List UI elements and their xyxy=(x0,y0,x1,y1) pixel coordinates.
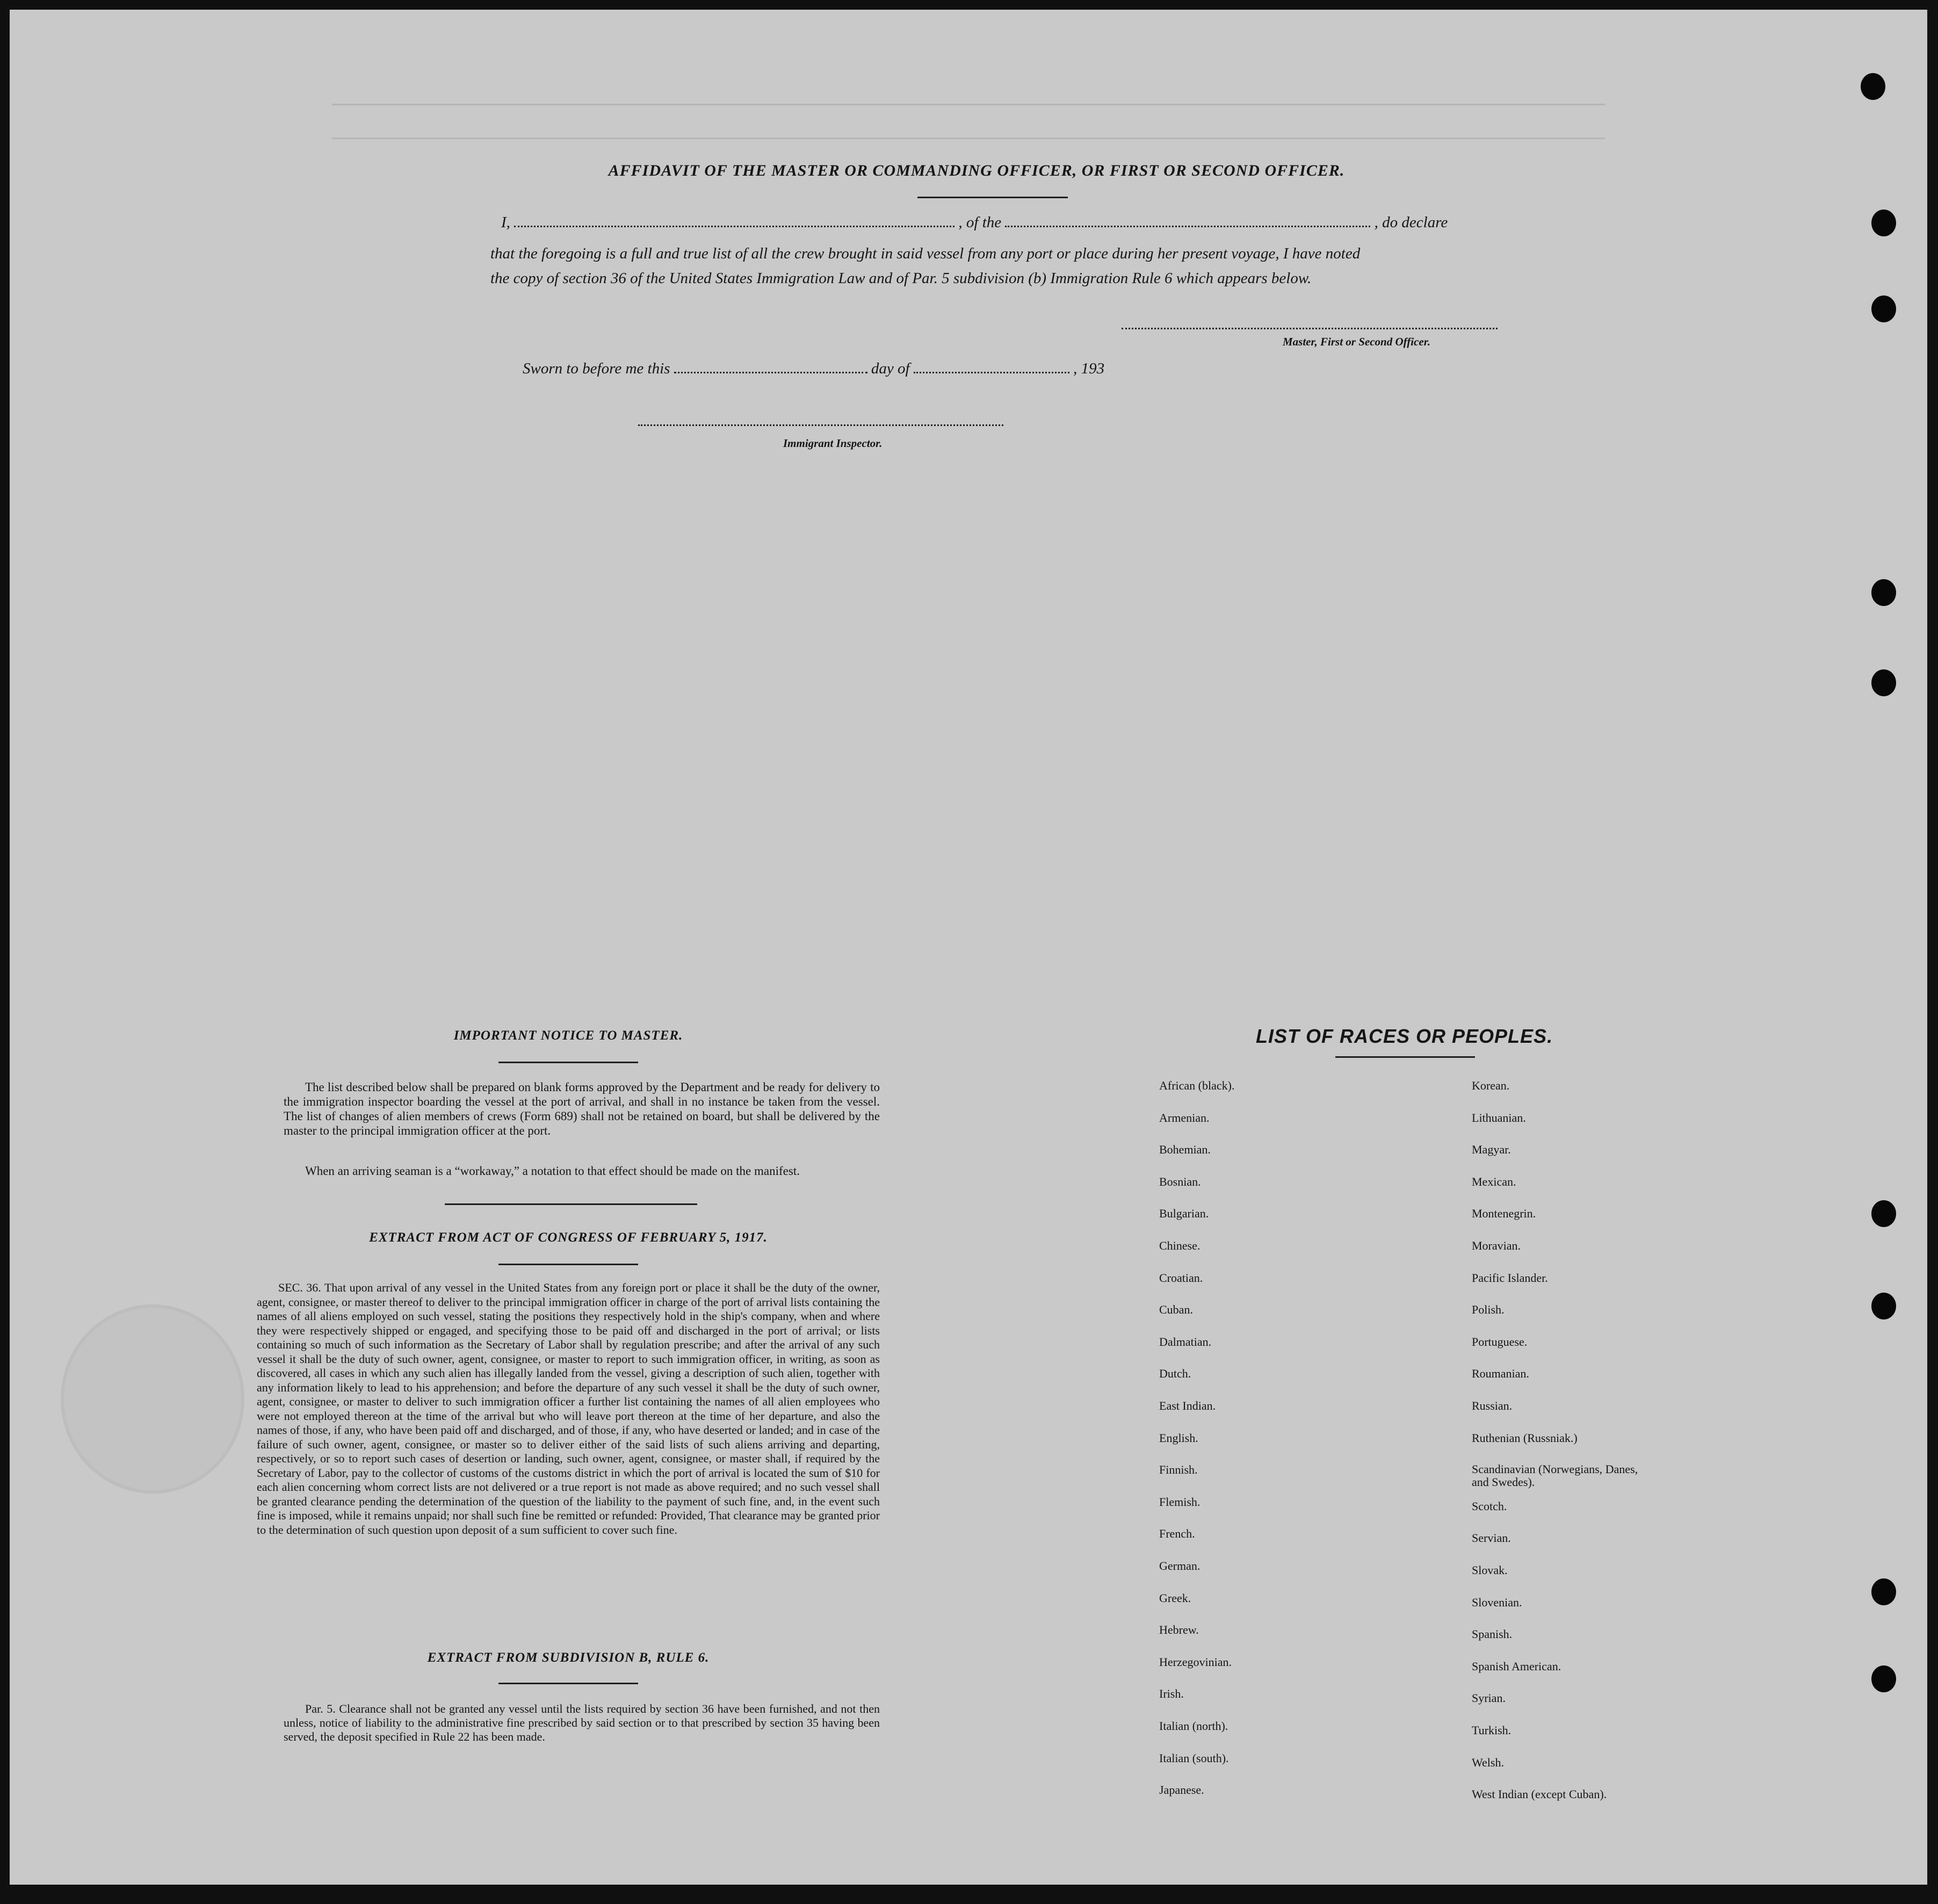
race-entry: Italian (north). xyxy=(1159,1719,1228,1733)
race-entry: French. xyxy=(1159,1527,1195,1541)
race-entry: Dalmatian. xyxy=(1159,1335,1212,1348)
race-entry: Herzegovinian. xyxy=(1159,1655,1232,1669)
inspector-signature-line[interactable] xyxy=(638,414,1003,426)
rule-extract-underline xyxy=(498,1683,638,1684)
race-entry: Spanish American. xyxy=(1472,1659,1561,1673)
race-entry: Finnish. xyxy=(1159,1463,1198,1477)
race-entry: Moravian. xyxy=(1472,1239,1521,1252)
manifest-back-page xyxy=(10,10,1927,1885)
race-entry: Japanese. xyxy=(1159,1783,1204,1797)
race-entry: Croatian. xyxy=(1159,1271,1203,1285)
punch-hole xyxy=(1871,1578,1896,1605)
race-entry: Irish. xyxy=(1159,1687,1184,1701)
race-entry: Korean. xyxy=(1472,1079,1510,1092)
race-entry: Italian (south). xyxy=(1159,1751,1229,1765)
race-entry: Servian. xyxy=(1472,1531,1511,1545)
punch-hole xyxy=(1871,1200,1896,1227)
race-entry: Magyar. xyxy=(1472,1143,1511,1157)
punch-hole xyxy=(1871,669,1896,696)
race-entry: African (black). xyxy=(1159,1079,1235,1092)
race-entry: Spanish. xyxy=(1472,1627,1513,1641)
race-entry: Hebrew. xyxy=(1159,1623,1199,1637)
race-entry: Welsh. xyxy=(1472,1755,1504,1769)
race-entry: Polish. xyxy=(1472,1303,1505,1317)
sworn-month-field[interactable] xyxy=(914,360,1069,373)
race-entry: German. xyxy=(1159,1559,1201,1573)
race-entry: Bosnian. xyxy=(1159,1174,1201,1188)
race-entry: English. xyxy=(1159,1431,1198,1445)
race-entry: Dutch. xyxy=(1159,1367,1191,1381)
races-title: LIST OF RACES OR PEOPLES. xyxy=(1256,1025,1553,1047)
race-entry: Greek. xyxy=(1159,1591,1191,1605)
sworn-prefix: Sworn to before me this xyxy=(523,360,670,377)
race-entry: Turkish. xyxy=(1472,1723,1512,1737)
affidavit-statement-line2: the copy of section 36 of the United States Immigration Law and of Par. 5 subdivision (b) Immigration Rule 6 which appears below. xyxy=(490,270,1312,287)
sworn-day-of: day of xyxy=(871,360,910,377)
rule-extract-text: Par. 5. Clearance shall not be granted any vessel until the lists required by section 36 have been furnished, and not then unless, notice of liability to the administrative fine prescribed by said section or to that prescribed by section 35 having been served, the deposit specified in Rule 22 has been made. xyxy=(284,1702,880,1743)
bleed-through-header xyxy=(332,104,1605,139)
affidavit-statement-line1: that the foregoing is a full and true list of all the crew brought in said vessel from any port or place during her present voyage, I have noted xyxy=(490,245,1361,262)
bleed-through-row xyxy=(171,423,1884,438)
race-entry: Bohemian. xyxy=(1159,1143,1211,1157)
race-entry: Bulgarian. xyxy=(1159,1207,1209,1221)
officer-signature-label: Master, First or Second Officer. xyxy=(1283,335,1430,348)
race-entry: West Indian (except Cuban). xyxy=(1472,1787,1607,1801)
race-entry: Montenegrin. xyxy=(1472,1207,1536,1221)
race-entry: Lithuanian. xyxy=(1472,1110,1526,1124)
race-entry: Cuban. xyxy=(1159,1303,1193,1317)
master-name-field[interactable] xyxy=(514,214,954,227)
notice-paragraph-2: When an arriving seaman is a “workaway,” a notation to that effect should be made on the manifest. xyxy=(305,1164,800,1178)
affidavit-declaration-line xyxy=(501,214,1522,232)
notice-separator xyxy=(445,1203,697,1205)
race-entry: Syrian. xyxy=(1472,1691,1506,1705)
punch-hole xyxy=(1871,295,1896,322)
race-entry: Slovak. xyxy=(1472,1563,1508,1577)
inspector-label: Immigrant Inspector. xyxy=(783,437,883,450)
race-entry: Chinese. xyxy=(1159,1239,1201,1252)
punch-hole xyxy=(1861,73,1885,100)
embossed-seal xyxy=(61,1304,244,1494)
act-extract-underline xyxy=(498,1264,638,1265)
officer-signature-line[interactable] xyxy=(1122,317,1498,329)
vessel-name-field[interactable] xyxy=(1005,214,1370,227)
notice-paragraph-1: The list described below shall be prepared on blank forms approved by the Department and be ready for delivery to the immigration inspector boarding the vessel at the port of arrival, and shall in no instance be taken from the vessel. The list of changes of alien members of crews (Form 689) shall not be retained on board, but shall be delivered by the master to the principal immigration officer at the port. xyxy=(284,1080,880,1137)
affidavit-title-underline xyxy=(917,197,1068,198)
bleed-through-row xyxy=(171,469,1884,484)
race-entry: Russian. xyxy=(1472,1399,1513,1412)
bleed-through-row xyxy=(171,509,1884,524)
race-entry: Mexican. xyxy=(1472,1174,1516,1188)
race-entry: Ruthenian (Russniak.) xyxy=(1472,1431,1578,1445)
act-extract-text: SEC. 36. That upon arrival of any vessel in the United States from any foreign port or place it shall be the duty of the owner, agent, consignee, or master thereof to deliver to the principal immigration officer in charge of the port of arrival lists containing the names of all aliens employed on such vessel, stating the positions they respectively hold in the ship's company, when and where they were respectively shipped or engaged, and specifying those to be paid off and discharged in the port of arrival; or lists containing so much of such information as the Secretary of Labor shall by regulation prescribe; and after the arrival of any such vessel it shall be the duty of such owner, agent, consignee, or master to report to such immigration officer, in writing, as soon as discovered, all cases in which any such alien has illegally landed from the vessel, giving a description of such alien, together with any information likely to lead to his apprehension; and before the departure of any such vessel it shall be the duty of such owner, agent, consignee, or master to deliver to such immigration officer a further list containing the names of all alien employees who were not employed thereon at the time of the arrival but who will leave port thereon at the time of her departure, and also the names of those, if any, who have been paid off and discharged, and of those, if any, who have deserted or landed; and in case of the failure of such owner, agent, consignee, or master so to deliver either of the said lists of such aliens arriving and departing, respectively, or so to report such cases of desertion or landing, such owner, agent, consignee, or master shall, if required by the Secretary of Labor, pay to the collector of customs of the customs district in which the port of arrival is located the sum of $10 for each alien concerning whom correct lists are not delivered or a true report is not made as above required; and no such vessel shall be granted clearance pending the determination of the question of the liability to the payment of such fine, and, in the event such fine is imposed, while it remains unpaid; nor shall such fine be remitted or refunded: Provided, That clearance may be granted prior to the determination of such question upon deposit of a sum sufficient to cover such fine. xyxy=(257,1281,880,1537)
race-entry: Armenian. xyxy=(1159,1110,1210,1124)
declare-of-the: , of the xyxy=(958,214,1002,231)
declare-do-declare: , do declare xyxy=(1374,214,1448,231)
race-entry: Portuguese. xyxy=(1472,1335,1528,1348)
race-entry: Scotch. xyxy=(1472,1499,1507,1513)
declare-i: I, xyxy=(501,214,510,231)
affidavit-title: AFFIDAVIT OF THE MASTER OR COMMANDING OFFICER, OR FIRST OR SECOND OFFICER. xyxy=(608,162,1345,179)
race-entry: East Indian. xyxy=(1159,1399,1216,1412)
rule-extract-title: EXTRACT FROM SUBDIVISION B, RULE 6. xyxy=(427,1650,710,1665)
sworn-line xyxy=(523,360,1104,378)
race-entry: Scandinavian (Norwegians, Danes, and Swedes). xyxy=(1472,1462,1638,1489)
punch-hole xyxy=(1871,1665,1896,1692)
sworn-day-field[interactable] xyxy=(674,360,867,373)
punch-hole xyxy=(1871,579,1896,606)
race-entry: Slovenian. xyxy=(1472,1595,1522,1609)
race-entry: Pacific Islander. xyxy=(1472,1271,1548,1285)
races-title-underline xyxy=(1335,1056,1475,1058)
race-entry: Flemish. xyxy=(1159,1495,1201,1509)
punch-hole xyxy=(1871,210,1896,236)
race-entry: Roumanian. xyxy=(1472,1367,1529,1381)
sworn-year: , 193 xyxy=(1073,360,1105,377)
notice-title: IMPORTANT NOTICE TO MASTER. xyxy=(453,1028,683,1043)
punch-hole xyxy=(1871,1293,1896,1319)
act-extract-title: EXTRACT FROM ACT OF CONGRESS OF FEBRUARY 5, 1917. xyxy=(369,1230,768,1245)
notice-title-underline xyxy=(498,1062,638,1063)
